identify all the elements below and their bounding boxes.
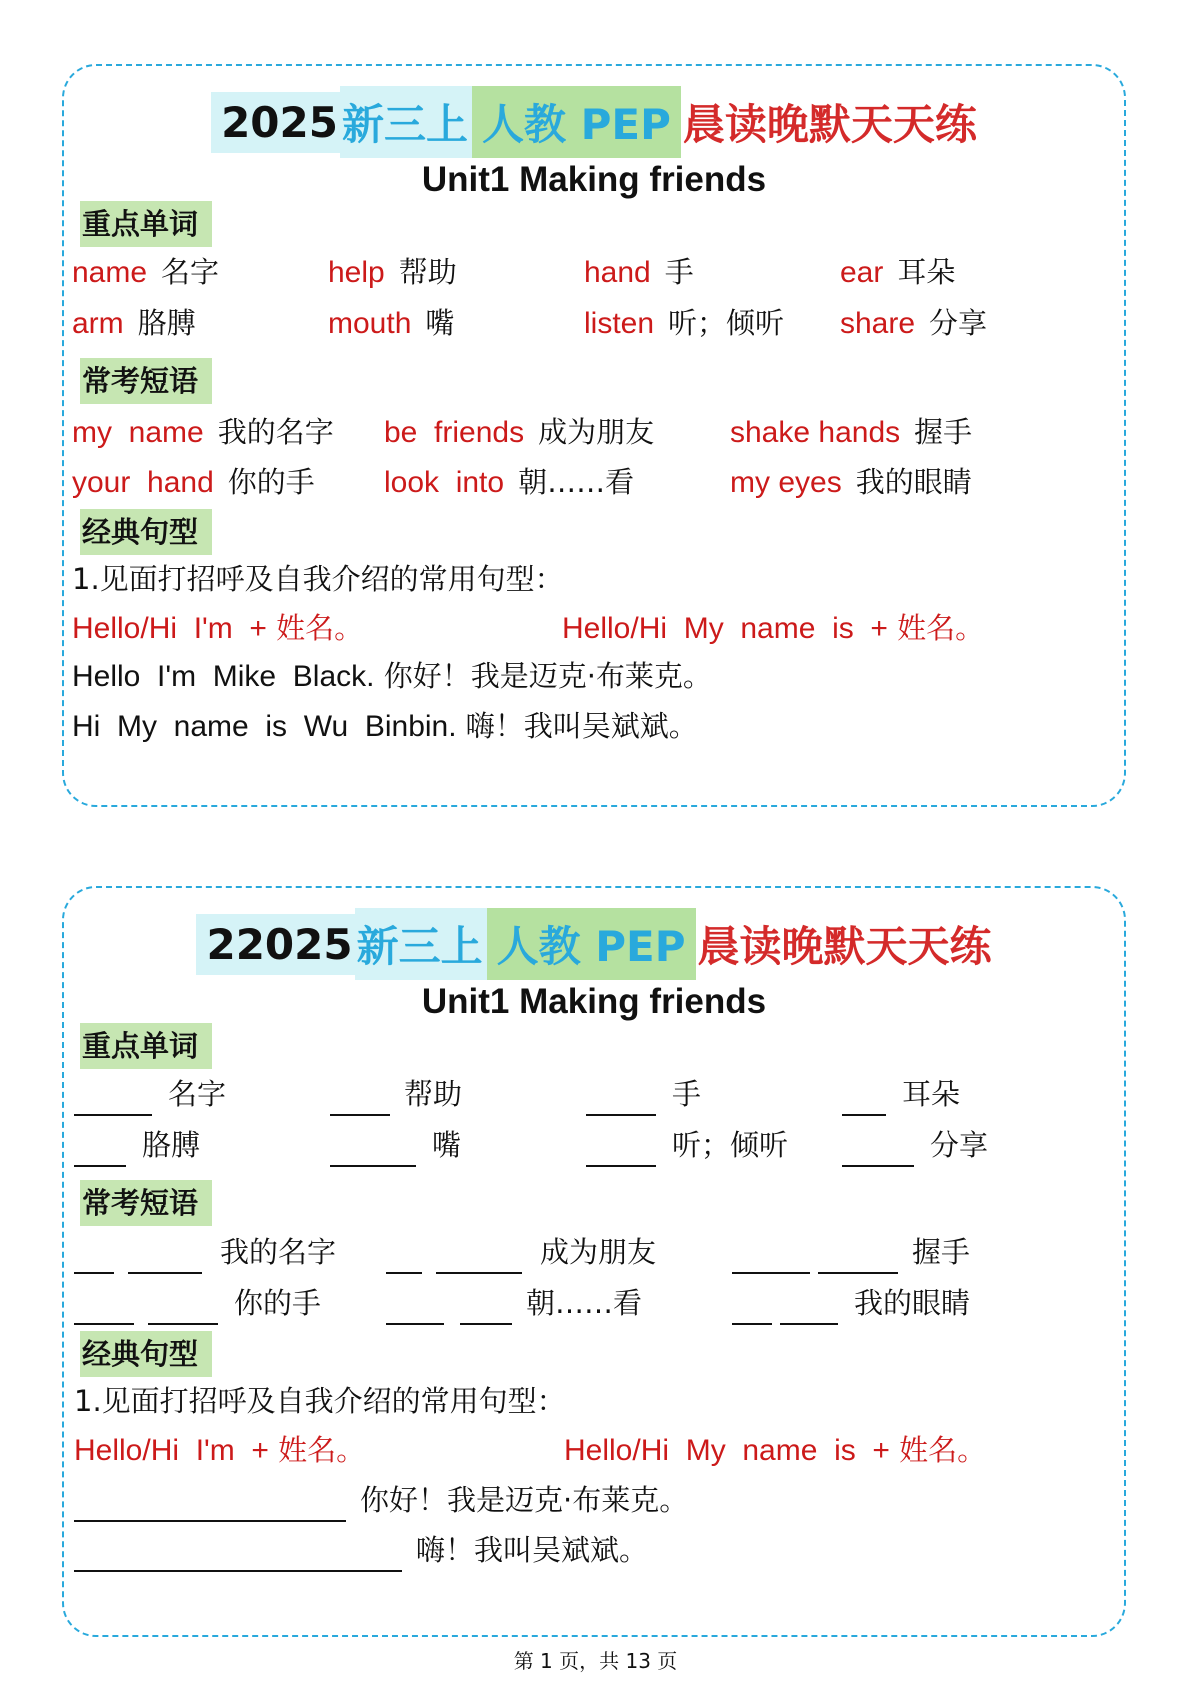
title-grade: 新三上 — [340, 86, 472, 158]
answer-blank[interactable] — [818, 1272, 898, 1274]
phrase-item: my name 我的名字 — [72, 415, 334, 449]
phrase-meaning: 朝……看 — [526, 1286, 643, 1320]
answer-blank[interactable] — [74, 1520, 346, 1522]
section-phrases: 常考短语 — [80, 1180, 212, 1226]
word-meaning: 名字 — [168, 1077, 227, 1111]
word-meaning: 分享 — [930, 1128, 989, 1162]
pattern-2: Hello/Hi My name is + 姓名。 — [564, 1433, 987, 1467]
pattern-2: Hello/Hi My name is + 姓名。 — [562, 611, 985, 645]
answer-blank[interactable] — [74, 1272, 114, 1274]
phrase-item: be friends 成为朋友 — [384, 415, 655, 449]
answer-blank[interactable] — [128, 1272, 202, 1274]
title-practice: 晨读晚默天天练 — [697, 922, 992, 971]
word-item: ear 耳朵 — [840, 255, 956, 289]
example-1: Hello I'm Mike Black. 你好！我是迈克·布莱克。 — [72, 659, 712, 693]
answer-card — [62, 64, 1126, 807]
phrase-meaning: 我的眼睛 — [854, 1286, 971, 1320]
unit-heading: Unit1 Making friends — [421, 982, 767, 1021]
answer-blank[interactable] — [842, 1165, 914, 1167]
page-title — [64, 908, 1124, 980]
phrase-item: look into 朝……看 — [384, 465, 635, 499]
section-key-words: 重点单词 — [80, 1023, 212, 1069]
word-item: help 帮助 — [328, 255, 457, 289]
word-item: share 分享 — [840, 306, 988, 340]
title-year: 2025 — [211, 92, 340, 153]
section-sentences: 经典句型 — [80, 509, 212, 555]
answer-blank[interactable] — [732, 1323, 772, 1325]
phrase-item: your hand 你的手 — [72, 465, 315, 499]
title-grade: 新三上 — [355, 908, 487, 980]
word-item: name 名字 — [72, 255, 220, 289]
title-edition: 人教 PEP — [487, 908, 696, 980]
section-key-words: 重点单词 — [80, 201, 212, 247]
phrase-meaning: 成为朋友 — [540, 1235, 657, 1269]
word-meaning: 听；倾听 — [672, 1128, 789, 1162]
word-meaning: 嘴 — [432, 1128, 462, 1162]
word-item: listen 听；倾听 — [584, 306, 785, 340]
word-meaning: 胳膊 — [142, 1128, 201, 1162]
answer-blank[interactable] — [436, 1272, 522, 1274]
phrase-item: shake hands 握手 — [730, 415, 973, 449]
page-footer: 第 1 页，共 13 页 — [513, 1649, 678, 1673]
sentence-heading: 1.见面打招呼及自我介绍的常用句型： — [72, 562, 564, 596]
answer-blank[interactable] — [586, 1165, 656, 1167]
title-edition: 人教 PEP — [472, 86, 681, 158]
answer-blank[interactable] — [386, 1272, 422, 1274]
example-2: Hi My name is Wu Binbin. 嗨！我叫吴斌斌。 — [72, 709, 698, 743]
answer-blank[interactable] — [586, 1114, 656, 1116]
section-sentences: 经典句型 — [80, 1331, 212, 1377]
example-meaning: 你好！我是迈克·布莱克。 — [360, 1483, 689, 1517]
unit-heading: Unit1 Making friends — [421, 160, 767, 199]
pattern-1: Hello/Hi I'm + 姓名。 — [72, 611, 364, 645]
page-title — [64, 86, 1124, 158]
answer-blank[interactable] — [148, 1323, 218, 1325]
title-practice: 晨读晚默天天练 — [682, 100, 977, 149]
answer-blank[interactable] — [74, 1323, 134, 1325]
answer-blank[interactable] — [732, 1272, 810, 1274]
answer-blank[interactable] — [842, 1114, 886, 1116]
phrase-item: my eyes 我的眼睛 — [730, 465, 972, 499]
answer-blank[interactable] — [74, 1165, 126, 1167]
phrase-meaning: 我的名字 — [220, 1235, 337, 1269]
word-meaning: 耳朵 — [902, 1077, 961, 1111]
example-meaning: 嗨！我叫吴斌斌。 — [416, 1533, 649, 1567]
phrase-meaning: 你的手 — [234, 1286, 322, 1320]
answer-blank[interactable] — [330, 1165, 416, 1167]
pattern-1: Hello/Hi I'm + 姓名。 — [74, 1433, 366, 1467]
answer-blank[interactable] — [74, 1114, 152, 1116]
answer-blank[interactable] — [780, 1323, 838, 1325]
word-meaning: 帮助 — [404, 1077, 463, 1111]
word-item: arm 胳膊 — [72, 306, 196, 340]
phrase-meaning: 握手 — [912, 1235, 971, 1269]
title-year: 22025 — [196, 914, 354, 975]
answer-blank[interactable] — [460, 1323, 512, 1325]
word-item: mouth 嘴 — [328, 306, 455, 340]
exercise-card — [62, 886, 1126, 1637]
word-item: hand 手 — [584, 255, 694, 289]
section-phrases: 常考短语 — [80, 358, 212, 404]
answer-blank[interactable] — [386, 1323, 444, 1325]
answer-blank[interactable] — [330, 1114, 390, 1116]
word-meaning: 手 — [672, 1077, 702, 1111]
sentence-heading: 1.见面打招呼及自我介绍的常用句型： — [74, 1384, 566, 1418]
answer-blank[interactable] — [74, 1570, 402, 1572]
